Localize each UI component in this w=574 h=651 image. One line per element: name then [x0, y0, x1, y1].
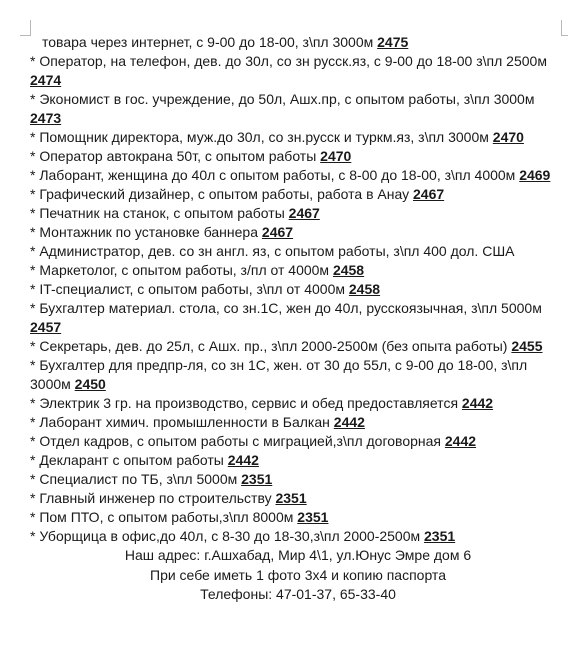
job-listing [30, 166, 566, 185]
job-listing-number: 2351 [241, 471, 273, 487]
job-listing-number: 2458 [348, 281, 381, 297]
job-listing-text: * Монтажник по установке баннера [30, 224, 262, 240]
job-listing-number: 2470 [492, 129, 524, 145]
job-listing-text: * Оператор, на телефон, дев. до 30л, со зн русск.яз, с 9-00 до 18-00 з\пл 2500м [30, 53, 547, 69]
job-listing [30, 90, 566, 128]
job-listing [30, 337, 566, 356]
job-listings [30, 33, 566, 546]
job-listing-number: 2351 [424, 528, 456, 544]
job-listing [30, 527, 566, 546]
job-listing-number: 2467 [288, 205, 320, 221]
job-listing [30, 280, 566, 299]
job-listing-number: 2442 [461, 395, 494, 411]
job-listing [30, 147, 566, 166]
job-listing-text: * Электрик 3 гр. на производство, сервис и обед предоставляется [30, 395, 462, 411]
job-listing-text: * Секретарь, дев. до 25л, с Ашх. пр., з\пл 2000-2500м (без опыта работы) [30, 338, 512, 354]
job-listing-text: * Лаборант, женщина до 40л с опытом работы, с 8-00 до 18-00, з\пл 4000м [30, 167, 520, 183]
job-listing [30, 508, 566, 527]
job-listing [30, 52, 566, 90]
job-listing [30, 204, 566, 223]
job-listing [30, 489, 566, 508]
job-listing-text: * Бухгалтер материал. стола, со зн.1С, жен до 40л, русскоязычная, з\пл 5000м [30, 300, 542, 316]
job-listing-number: 2455 [511, 338, 543, 354]
job-listing-number: 2469 [519, 167, 551, 183]
job-listing-text: * Отдел кадров, с опытом работы с миграцией,з\пл договорная [30, 433, 445, 449]
job-listing-number: 2450 [74, 376, 106, 392]
job-listing [30, 451, 566, 470]
footer-documents: При себе иметь 1 фото 3х4 и копию паспорта [150, 566, 446, 583]
job-listing [30, 394, 566, 413]
document-content [30, 33, 566, 605]
job-listing-text: * Администратор, дев. со зн англ. яз, с опытом работы, з\пл 400 дол. США [30, 243, 515, 259]
job-listing-number: 2474 [30, 72, 62, 88]
job-listing-text: * Помощник директора, муж.до 30л, со зн.русск и туркм.яз, з\пл 3000м [30, 129, 493, 145]
job-listing [30, 261, 566, 280]
job-listing-text: * Печатник на станок, с опытом работы [30, 205, 289, 221]
job-listing-number: 2467 [413, 186, 445, 202]
job-listing-text: * Экономист в гос. учреждение, до 50л, Ашх.пр, с опытом работы, з\пл 3000м [30, 91, 535, 107]
job-listing [30, 223, 566, 242]
job-listing-number: 2351 [275, 490, 307, 506]
job-listing-text: * Графический дизайнер, с опытом работы, работа в Анау [30, 186, 413, 202]
footer-phones: Телефоны: 47-01-37, 65-33-40 [200, 586, 396, 602]
job-listing [30, 356, 566, 394]
job-listing-number: 2442 [444, 433, 477, 449]
job-listing [30, 470, 566, 489]
job-listing-number: 2442 [333, 414, 365, 430]
job-listing-text: * Бухгалтер для предпр-ля, со зн 1С, жен. от 30 до 55л, с 9-00 до 18-00, з\пл 3000м [30, 357, 528, 392]
job-listing-number: 2442 [227, 452, 259, 468]
job-listing-number: 2458 [332, 262, 365, 278]
job-listing-text: товара через интернет, с 9-00 до 18-00, з\пл 3000м [42, 34, 378, 50]
job-listing-text: * Главный инженер по строительству [30, 490, 276, 506]
job-listing [30, 432, 566, 451]
job-listing-number: 2475 [377, 34, 409, 50]
job-listing [30, 185, 566, 204]
job-listing-number: 2473 [30, 110, 62, 126]
job-listing [30, 128, 566, 147]
job-listing [30, 413, 566, 432]
job-listing-text: * Специалист по ТБ, з\пл 5000м [30, 471, 242, 487]
job-listing [30, 299, 566, 337]
job-listing-text: * Уборщица в офис,до 40л, с 8-30 до 18-30,з\пл 2000-2500м [30, 528, 425, 544]
job-listing-number: 2351 [297, 509, 329, 525]
footer-address: Наш адрес: г.Ашхабад, Мир 4\1, ул.Юнус Эмре дом 6 [124, 547, 472, 563]
job-listing-text: * IT-специалист, с опытом работы, з\пл от 4000м [30, 281, 349, 297]
job-listing [30, 242, 566, 261]
job-listing-text: * Декларант с опытом работы [30, 452, 228, 468]
job-listing-text: * Оператор автокрана 50т, с опытом работы [30, 148, 321, 164]
job-listing-number: 2457 [30, 319, 62, 335]
job-listing-number: 2467 [261, 224, 294, 240]
job-listing-number: 2470 [320, 148, 352, 164]
job-listing-text: * Маркетолог, с опытом работы, з/пл от 4000м [30, 262, 333, 278]
job-listing-text: * Пом ПТО, с опытом работы,з\пл 8000м [30, 509, 298, 525]
job-listing [30, 33, 566, 52]
job-listing-text: * Лаборант химич. промышленности в Балкан [30, 414, 334, 430]
